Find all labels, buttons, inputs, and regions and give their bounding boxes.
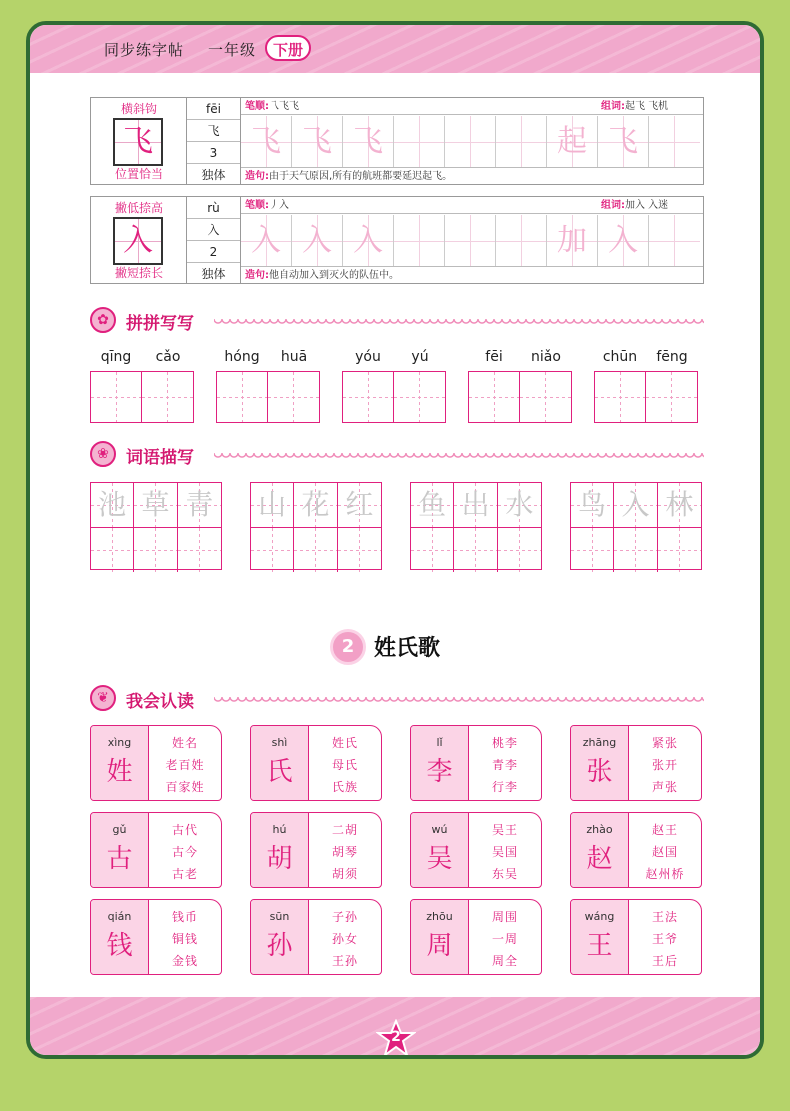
stroke-tip-top: 撇低捺高 [114,201,163,215]
lesson-title: 姓氏歌 [374,636,441,661]
pinyin-label: fēi [485,349,503,365]
card-word: 青李 [491,758,518,772]
card-pinyin: zhāng [582,736,617,749]
grid-cell[interactable] [445,116,496,168]
bird-icon: ❦ [90,685,116,711]
flower-icon: ✿ [90,307,116,333]
write-cell[interactable] [134,528,177,572]
trace-cell[interactable]: 出 [454,483,497,527]
pinyin-label: niǎo [531,349,561,365]
card-word: 王后 [651,954,678,968]
trace-word-group [410,482,542,570]
card-word: 行李 [491,780,518,794]
pinyin-group [216,349,320,423]
card-pinyin: zhào [586,823,613,836]
grid-cell[interactable]: 入 [598,215,649,267]
practice-grid[interactable] [241,215,703,267]
practice-area [241,98,703,184]
card-words [469,900,541,974]
trace-cell[interactable]: 鱼 [411,483,454,527]
pinyin-group [90,349,194,423]
pinyin: rù [187,197,240,219]
sentence: 由于天气原因,所有的航班都要延迟起飞。 [269,171,453,182]
pinyin-label: hóng [224,349,260,365]
pinyin-label: cǎo [155,349,181,365]
card-words [149,900,221,974]
card-char-panel [571,813,629,887]
card-word: 赵王 [651,823,678,837]
sentence: 他自动加入到灭火的队伍中。 [269,270,399,281]
write-cell[interactable] [411,528,454,572]
card-word: 吴国 [491,845,518,859]
write-box[interactable] [520,372,571,422]
pinyin-label: qīng [100,349,132,365]
words-label: 组词: [601,200,625,211]
card-word: 王孙 [331,954,358,968]
card-word: 紧张 [651,736,678,750]
card-word: 钱币 [171,910,198,924]
card-word: 母氏 [331,758,358,772]
wave-divider [214,319,704,325]
card-char-panel [571,726,629,800]
card-words [469,813,541,887]
char-model [91,98,187,184]
grid-cell[interactable]: 起 [547,116,598,168]
card-words [149,726,221,800]
card-words [149,813,221,887]
card-word: 周全 [491,954,518,968]
card-char-panel [91,726,149,800]
card-word: 胡须 [331,867,358,881]
card-pinyin: sūn [269,910,290,923]
grid-cell[interactable]: 飞 [343,116,394,168]
section-title: 我会认读 [126,692,194,712]
words-label: 组词: [601,101,625,112]
card-words [629,900,701,974]
card-char-panel [251,813,309,887]
pinyin-group [594,349,698,423]
write-box[interactable] [646,372,697,422]
write-box[interactable] [91,372,142,422]
trace-cell[interactable]: 山 [251,483,294,527]
char-card [570,899,702,975]
char-card [90,899,222,975]
grid-cell[interactable]: 加 [547,215,598,267]
card-word: 孙女 [331,932,358,946]
grid-cell[interactable] [394,215,445,267]
structure: 独体 [201,168,226,182]
grid-cell[interactable]: 飞 [292,116,343,168]
card-char: 孙 [266,931,293,961]
card-char-panel [571,900,629,974]
trace-cell[interactable]: 草 [134,483,177,527]
pinyin-label: huā [280,349,308,365]
card-word: 古今 [171,845,198,859]
write-cell[interactable] [338,528,381,572]
sentence-row [241,266,703,283]
card-char-panel [91,900,149,974]
write-box[interactable] [268,372,319,422]
card-char-panel [411,813,469,887]
card-word: 周围 [491,910,518,924]
card-char: 王 [586,931,613,961]
lesson-number-badge: 2 [330,629,366,665]
trace-cell[interactable]: 入 [614,483,657,527]
pinyin-label: yú [411,349,429,365]
stroke-order-row [241,197,703,214]
char-card [250,812,382,888]
card-word: 姓氏 [331,736,358,750]
page-number: 2 [391,1029,401,1045]
write-cell[interactable] [294,528,337,572]
card-word: 王法 [651,910,678,924]
card-char-panel [91,813,149,887]
char-info [187,197,241,283]
char-card [410,725,542,801]
card-words [309,813,381,887]
write-cell[interactable] [571,528,614,572]
card-char: 周 [426,931,453,961]
trace-cell[interactable]: 红 [338,483,381,527]
grid-cell[interactable]: 入 [292,215,343,267]
stroke-tip-bottom: 撇短捺长 [114,266,163,280]
grid-cell[interactable]: 入 [241,215,292,267]
sentence-label: 造句: [245,270,269,281]
grid-cell[interactable]: 入 [343,215,394,267]
write-cell[interactable] [454,528,497,572]
card-char-panel [251,900,309,974]
grid-cell[interactable] [394,116,445,168]
char-info [187,98,241,184]
stroke-tip-top: 横斜钩 [120,102,157,116]
card-word: 古老 [171,867,198,881]
card-word: 老百姓 [165,758,205,772]
write-cell[interactable] [498,528,541,572]
card-char: 吴 [426,844,453,874]
char-table-ru [90,196,704,284]
char-card [410,899,542,975]
volume-badge: 下册 [265,35,311,61]
card-char: 赵 [586,844,613,874]
char-card [250,725,382,801]
card-pinyin: lǐ [436,736,443,749]
write-cell[interactable] [91,528,134,572]
card-word: 张开 [651,758,678,772]
stroke-count: 2 [187,241,240,263]
grid-cell[interactable] [496,215,547,267]
card-word: 声张 [651,780,678,794]
grid-cell[interactable]: 飞 [241,116,292,168]
pinyin-label: fēng [656,349,688,365]
write-box[interactable] [394,372,445,422]
card-word: 金钱 [171,954,198,968]
card-words [469,726,541,800]
grade-label: 一年级 [208,41,257,59]
trace-cell[interactable]: 林 [658,483,701,527]
stroke-order: 丿入 [269,200,289,211]
trace-word-group [570,482,702,570]
card-pinyin: wú [431,823,448,836]
card-word: 古代 [171,823,198,837]
section-recognize [90,685,704,713]
write-cell[interactable] [251,528,294,572]
card-char: 张 [586,757,613,787]
words-group [601,197,668,214]
card-char-panel [251,726,309,800]
card-word: 赵州桥 [645,867,685,881]
card-word: 姓名 [171,736,198,750]
stroke-order-label: 笔顺: [245,200,269,211]
write-box[interactable] [217,372,268,422]
grid-cell[interactable] [649,215,700,267]
card-word: 一周 [491,932,518,946]
trace-word-group [90,482,222,570]
radical: 飞 [187,120,240,142]
card-word: 桃李 [491,736,518,750]
trace-cell[interactable]: 池 [91,483,134,527]
card-pinyin: qián [107,910,132,923]
write-box[interactable] [142,372,193,422]
write-box[interactable] [343,372,394,422]
trace-cell[interactable]: 花 [294,483,337,527]
card-pinyin: xìng [107,736,132,749]
card-char: 李 [426,757,453,787]
book-title: 同步练字帖 [104,41,185,59]
write-box[interactable] [595,372,646,422]
card-char: 姓 [106,757,133,787]
words: 起飞 飞机 [625,101,669,112]
card-pinyin: zhōu [426,910,453,923]
card-word: 氏族 [331,780,358,794]
model-char-box: 入 [113,217,163,265]
pinyin-label: chūn [602,349,638,365]
practice-grid[interactable] [241,116,703,168]
card-word: 王爷 [651,932,678,946]
trace-cell[interactable]: 青 [178,483,221,527]
workbook-page [26,21,764,1059]
card-char: 胡 [266,844,293,874]
grid-cell[interactable] [649,116,700,168]
grid-cell[interactable]: 飞 [598,116,649,168]
stroke-tip-bottom: 位置恰当 [114,167,163,181]
card-word: 铜钱 [171,932,198,946]
stroke-order: 乁飞飞 [269,101,299,112]
wave-divider [214,453,704,459]
radical: 入 [187,219,240,241]
card-pinyin: wáng [584,910,615,923]
card-words [309,900,381,974]
trace-cell[interactable]: 水 [498,483,541,527]
card-word: 百家姓 [165,780,205,794]
card-char: 钱 [106,931,133,961]
section-title: 拼拼写写 [126,314,194,334]
sentence-row [241,167,703,184]
char-card [410,812,542,888]
grid-cell[interactable] [496,116,547,168]
pinyin-group [468,349,572,423]
stroke-order-label: 笔顺: [245,101,269,112]
trace-cell[interactable]: 鸟 [571,483,614,527]
card-word: 赵国 [651,845,678,859]
wave-divider [214,697,704,703]
card-word: 吴王 [491,823,518,837]
card-pinyin: hú [272,823,287,836]
card-word: 东吴 [491,867,518,881]
card-word: 二胡 [331,823,358,837]
card-char-panel [411,900,469,974]
card-char-panel [411,726,469,800]
write-cell[interactable] [178,528,221,572]
card-words [629,726,701,800]
grid-cell[interactable] [445,215,496,267]
stroke-count: 3 [187,142,240,164]
practice-area [241,197,703,283]
model-char-box: 飞 [113,118,163,166]
pinyin: fēi [187,98,240,120]
structure: 独体 [201,267,226,281]
char-model [91,197,187,283]
char-card [570,725,702,801]
trace-word-group [250,482,382,570]
char-table-fei [90,97,704,185]
stroke-order-row [241,98,703,115]
write-cell[interactable] [614,528,657,572]
card-pinyin: gǔ [112,823,127,836]
section-pinyin-write [90,307,704,335]
pinyin-group [342,349,446,423]
pinyin-label: yóu [355,349,381,365]
card-char: 氏 [266,757,293,787]
words: 加入 入迷 [625,200,669,211]
char-card [90,812,222,888]
char-card [570,812,702,888]
char-card [250,899,382,975]
header-band [30,25,760,73]
words-group [601,98,668,115]
card-words [309,726,381,800]
char-card [90,725,222,801]
card-words [629,813,701,887]
sentence-label: 造句: [245,171,269,182]
section-word-trace [90,441,704,469]
card-char: 古 [106,844,133,874]
card-word: 胡琴 [331,845,358,859]
card-word: 子孙 [331,910,358,924]
card-pinyin: shì [271,736,288,749]
write-box[interactable] [469,372,520,422]
section-title: 词语描写 [126,448,194,468]
write-cell[interactable] [658,528,701,572]
flower-icon: ❀ [90,441,116,467]
